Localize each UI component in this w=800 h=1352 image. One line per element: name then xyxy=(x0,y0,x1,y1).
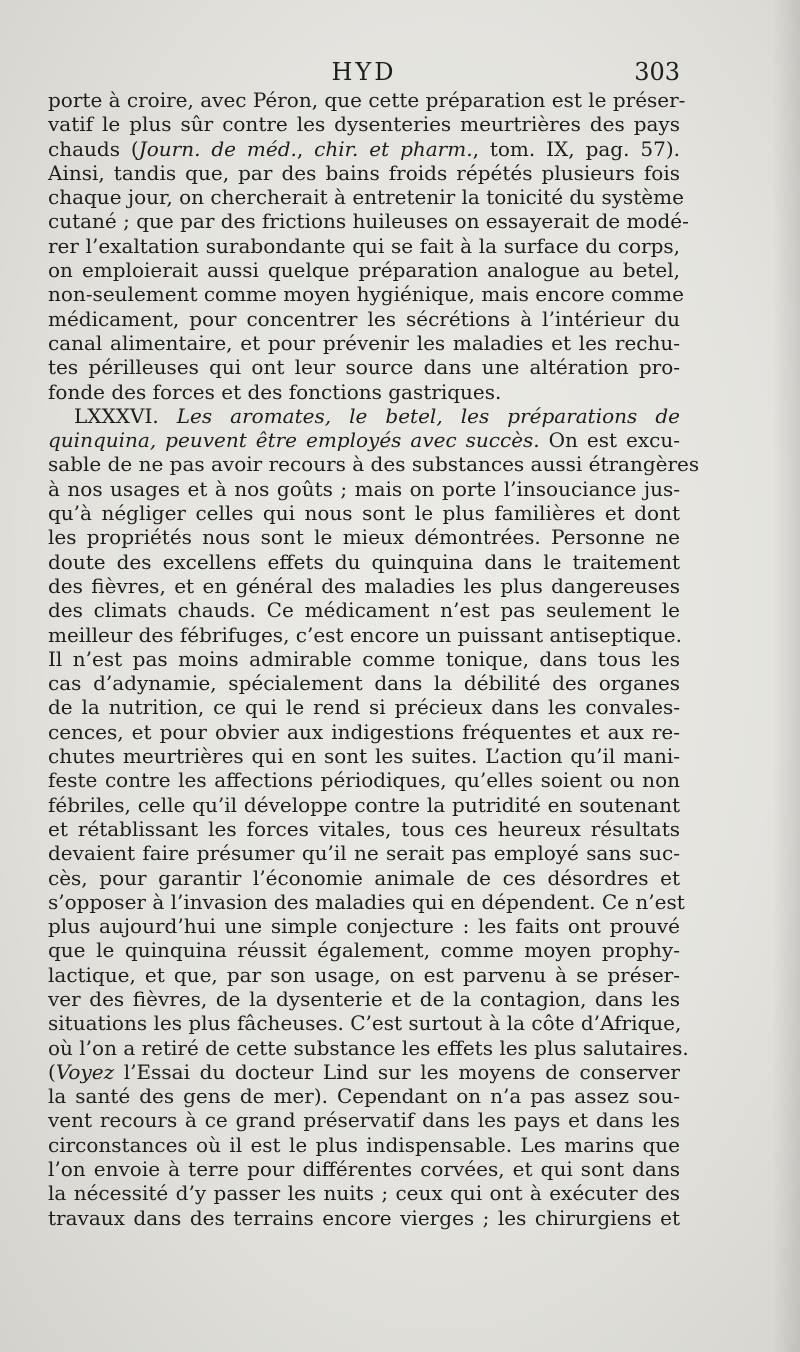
text-line: (Voyez l’Essai du docteur Lind sur les moyens de conserver xyxy=(48,1059,680,1084)
text-line: la santé des gens de mer). Cependant on n’a pas assez sou- xyxy=(48,1084,680,1109)
section-heading-line: LXXXVI. Les aromates, le betel, les préparations de xyxy=(74,403,680,428)
text-line: Il n’est pas moins admirable comme tonique, dans tous les xyxy=(48,646,680,671)
text-line: non-seulement comme moyen hygiénique, mais encore comme xyxy=(48,282,684,307)
text-line: qu’à négliger celles qui nous sont le plus familières et dont xyxy=(48,501,680,526)
text-line: où l’on a retiré de cette substance les effets les plus salutaires. xyxy=(48,1035,689,1060)
text-line: la nécessité d’y passer les nuits ; ceux qui ont à exécuter des xyxy=(48,1181,680,1206)
text-line: cutané ; que par des frictions huileuses on essayerait de modé- xyxy=(48,209,689,234)
text-line: et rétablissant les forces vitales, tous ces heureux résultats xyxy=(48,816,680,841)
text-line: l’on envoie à terre pour différentes corvées, et qui sont dans xyxy=(48,1157,680,1182)
text-line: cas d’adynamie, spécialement dans la débilité des organes xyxy=(48,671,680,696)
text-line: porte à croire, avec Péron, que cette préparation est le préser- xyxy=(48,88,686,112)
text-line: chaque jour, on chercherait à entretenir la tonicité du système xyxy=(48,185,684,210)
text-line: que le quinquina réussit également, comme moyen prophy- xyxy=(48,938,680,963)
text-line: meilleur des fébrifuges, c’est encore un puissant antiseptique. xyxy=(48,622,682,647)
text-line: cès, pour garantir l’économie animale de ces désordres et xyxy=(48,865,680,890)
text-line: les propriétés nous sont le mieux démontrées. Personne ne xyxy=(48,525,680,550)
text-line: médicament, pour concentrer les sécrétions à l’intérieur du xyxy=(48,306,680,331)
text-line: de la nutrition, ce qui le rend si précieux dans les convales- xyxy=(48,695,680,720)
text-line: travaux dans des terrains encore vierges ; les chirurgiens et xyxy=(48,1205,680,1230)
text-line: fonde des forces et des fonctions gastriques. xyxy=(48,379,502,404)
text-line: fébriles, celle qu’il développe contre la putridité en soutenant xyxy=(48,792,680,817)
text-line: plus aujourd’hui une simple conjecture : les faits ont prouvé xyxy=(48,914,680,939)
text-line: quinquina, peuvent être employés avec succès. On est excu- xyxy=(48,428,680,453)
text-line: tes périlleuses qui ont leur source dans une altération pro- xyxy=(48,355,680,380)
text-line: à nos usages et à nos goûts ; mais on porte l’insouciance jus- xyxy=(48,476,680,501)
running-head: HYD xyxy=(331,58,397,86)
text-line: des fièvres, et en général des maladies les plus dangereuses xyxy=(48,573,680,598)
page-edge-shadow xyxy=(772,0,800,1352)
text-line: vent recours à ce grand préservatif dans les pays et dans les xyxy=(48,1108,680,1133)
text-line: des climats chauds. Ce médicament n’est pas seulement le xyxy=(48,598,680,623)
text-line: s’opposer à l’invasion des maladies qui en dépendent. Ce n’est xyxy=(48,889,685,914)
text-line: ver des fièvres, de la dysenterie et de la contagion, dans les xyxy=(48,986,680,1011)
text-line: on emploierait aussi quelque préparation analogue au betel, xyxy=(48,258,680,283)
text-line: devaient faire présumer qu’il ne serait pas employé sans suc- xyxy=(48,841,680,866)
text-line: Ainsi, tandis que, par des bains froids répétés plusieurs fois xyxy=(48,160,680,185)
text-line: lactique, et que, par son usage, on est parvenu à se préser- xyxy=(48,962,680,987)
text-line: chauds (Journ. de méd., chir. et pharm., tom. IX, pag. 57). xyxy=(48,136,680,161)
text-line: cences, et pour obvier aux indigestions fréquentes et aux re- xyxy=(48,719,680,744)
page-number: 303 xyxy=(634,58,680,86)
text-line: circonstances où il est le plus indispensable. Les marins que xyxy=(48,1132,680,1157)
page-header xyxy=(48,54,680,90)
text-line: vatif le plus sûr contre les dysenteries meurtrières des pays xyxy=(48,112,680,137)
text-line: sable de ne pas avoir recours à des substances aussi étrangères xyxy=(48,452,700,477)
body-text xyxy=(48,88,700,1230)
text-line: rer l’exaltation surabondante qui se fait à la surface du corps, xyxy=(48,233,680,258)
text-line: chutes meurtrières qui en sont les suites. L’action qu’il mani- xyxy=(48,744,680,769)
text-line: situations les plus fâcheuses. C’est surtout à la côte d’Afrique, xyxy=(48,1011,682,1036)
text-line: canal alimentaire, et pour prévenir les maladies et les rechu- xyxy=(48,330,680,355)
text-line: doute des excellens effets du quinquina dans le traitement xyxy=(48,549,680,574)
text-line: feste contre les affections périodiques, qu’elles soient ou non xyxy=(48,768,680,793)
